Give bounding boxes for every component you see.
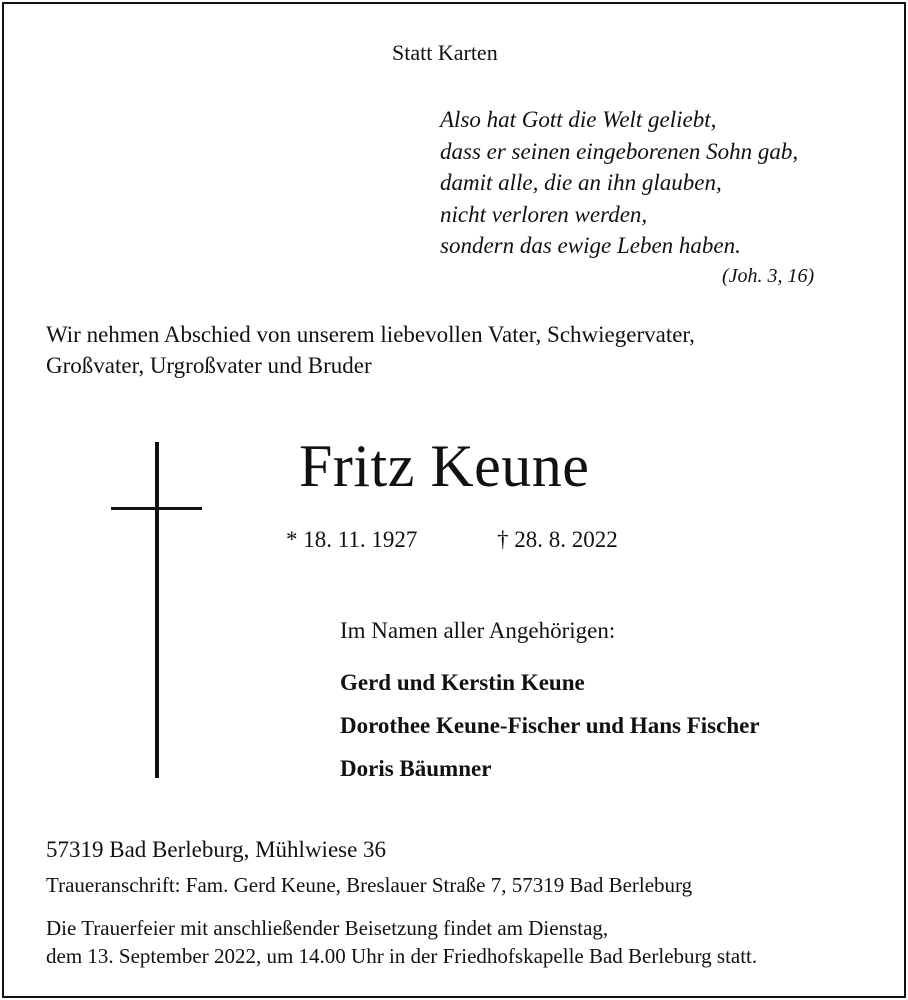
- cross-icon-horizontal-bar: [111, 507, 202, 510]
- relative-name: Dorothee Keune-Fischer und Hans Fischer: [340, 713, 760, 738]
- birth-date: * 18. 11. 1927: [286, 527, 418, 552]
- mourning-address: Traueranschrift: Fam. Gerd Keune, Breslauer Straße 7, 57319 Bad Berleburg: [46, 873, 693, 897]
- deceased-name: Fritz Keune: [299, 433, 590, 499]
- statt-karten-heading: Statt Karten: [392, 40, 498, 65]
- verse-line: sondern das ewige Leben haben.: [440, 233, 741, 258]
- verse-reference: (Joh. 3, 16): [722, 265, 815, 287]
- funeral-service-info: [46, 914, 757, 970]
- on-behalf-label: Im Namen aller Angehörigen:: [340, 618, 616, 643]
- home-address: 57319 Bad Berleburg, Mühlwiese 36: [46, 837, 387, 862]
- death-date: † 28. 8. 2022: [497, 527, 618, 552]
- cross-icon-vertical-bar: [155, 442, 159, 778]
- service-line: Die Trauerfeier mit anschließender Beisetzung findet am Dienstag,: [46, 916, 609, 940]
- service-line: dem 13. September 2022, um 14.00 Uhr in der Friedhofskapelle Bad Berleburg statt.: [46, 944, 758, 968]
- farewell-intro: [46, 319, 695, 381]
- obituary-frame: [2, 2, 906, 998]
- intro-line: Großvater, Urgroßvater und Bruder: [46, 353, 372, 378]
- bible-verse: [440, 104, 798, 262]
- relative-name: Doris Bäumner: [340, 756, 492, 781]
- relative-name: Gerd und Kerstin Keune: [340, 670, 585, 695]
- verse-line: nicht verloren werden,: [440, 201, 648, 227]
- verse-line: damit alle, die an ihn glauben,: [440, 170, 722, 195]
- verse-line: Also hat Gott die Welt geliebt,: [440, 107, 717, 132]
- intro-line: Wir nehmen Abschied von unserem liebevollen Vater, Schwiegervater,: [46, 322, 695, 347]
- verse-line: dass er seinen eingeborenen Sohn gab,: [440, 138, 799, 164]
